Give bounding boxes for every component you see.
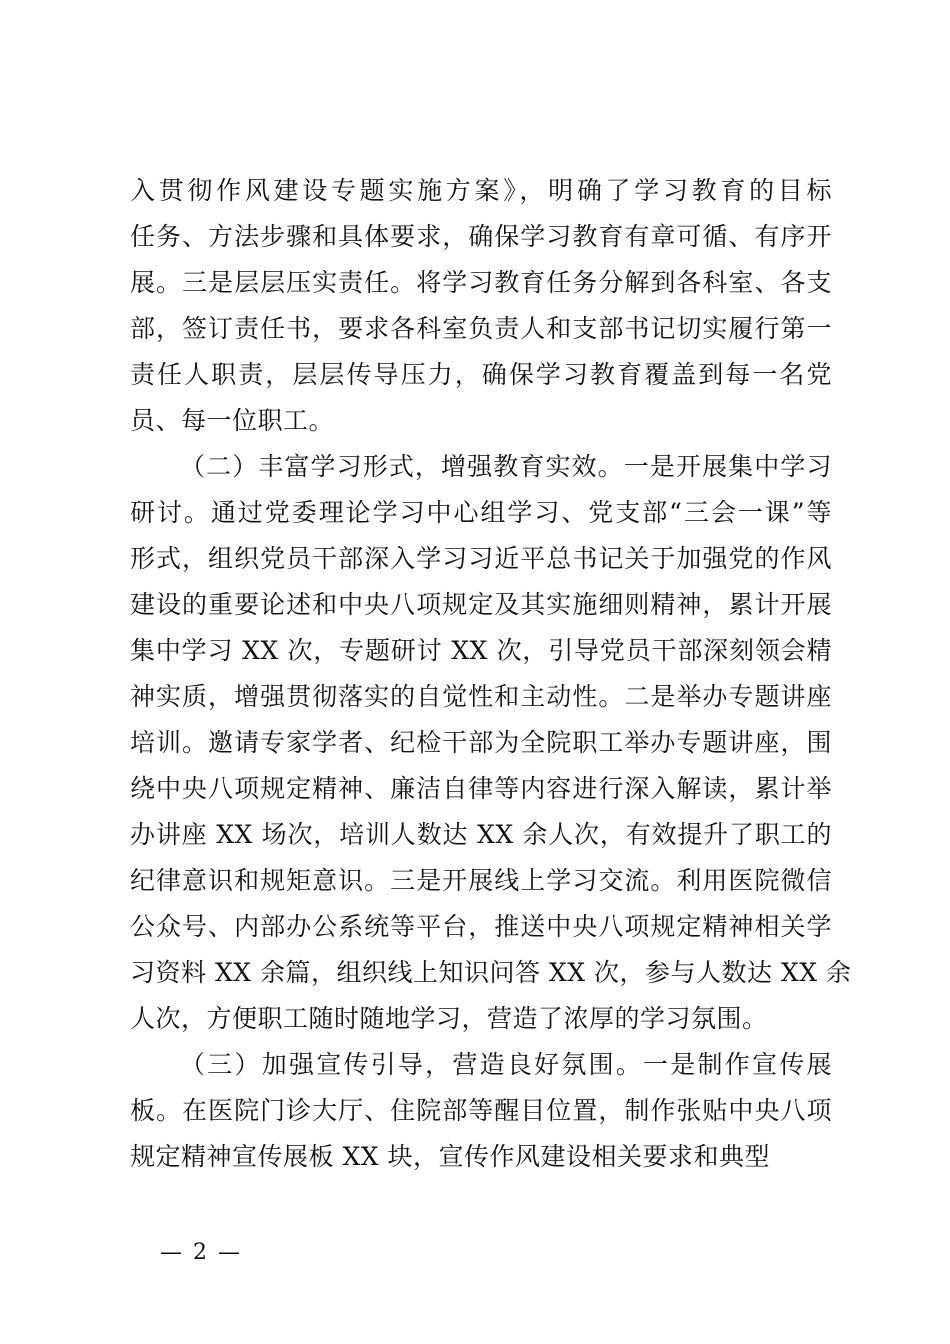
text-line: 绕中央八项规定精神、廉洁自律等内容进行深入解读，累计举	[130, 774, 832, 803]
section-heading-line: （二）丰富学习形式，增强教育实效。一是开展集中学习	[180, 452, 832, 481]
text-line: 规定精神宣传展板 XX 块，宣传作风建设相关要求和典型	[130, 1142, 770, 1171]
page-number: — 2 —	[160, 1240, 242, 1265]
text-line: 部，签订责任书，要求各科室负责人和支部书记切实履行第一	[130, 314, 832, 343]
text-line: 习资料 XX 余篇，组织线上知识问答 XX 次，参与人数达 XX 余	[130, 958, 852, 987]
text-line: 形式，组织党员干部深入学习习近平总书记关于加强党的作风	[130, 544, 832, 573]
section-heading-line: （三）加强宣传引导，营造良好氛围。一是制作宣传展	[180, 1050, 832, 1079]
text-line: 责任人职责，层层传导压力，确保学习教育覆盖到每一名党	[130, 360, 832, 389]
text-line: 公众号、内部办公系统等平台，推送中央八项规定精神相关学	[130, 912, 832, 941]
text-line: 板。在医院门诊大厅、住院部等醒目位置，制作张贴中央八项	[130, 1096, 832, 1125]
text-line: 展。三是层层压实责任。将学习教育任务分解到各科室、各支	[130, 268, 832, 297]
text-line: 建设的重要论述和中央八项规定及其实施细则精神，累计开展	[130, 590, 832, 619]
text-line: 研讨。通过党委理论学习中心组学习、党支部“三会一课”等	[130, 498, 832, 527]
text-line: 纪律意识和规矩意识。三是开展线上学习交流。利用医院微信	[130, 866, 832, 895]
text-line: 员、每一位职工。	[130, 406, 335, 435]
text-line: 集中学习 XX 次，专题研讨 XX 次，引导党员干部深刻领会精	[130, 636, 832, 665]
body-text	[130, 168, 852, 1180]
text-line: 入贯彻作风建设专题实施方案》，明确了学习教育的目标	[130, 176, 832, 205]
text-line: 任务、方法步骤和具体要求，确保学习教育有章可循、有序开	[130, 222, 832, 251]
text-line: 培训。邀请专家学者、纪检干部为全院职工举办专题讲座，围	[130, 728, 832, 757]
text-line: 人次，方便职工随时随地学习，营造了浓厚的学习氛围。	[130, 1004, 768, 1033]
text-line: 神实质，增强贯彻落实的自觉性和主动性。二是举办专题讲座	[130, 682, 832, 711]
text-line: 办讲座 XX 场次，培训人数达 XX 余人次，有效提升了职工的	[130, 820, 832, 849]
